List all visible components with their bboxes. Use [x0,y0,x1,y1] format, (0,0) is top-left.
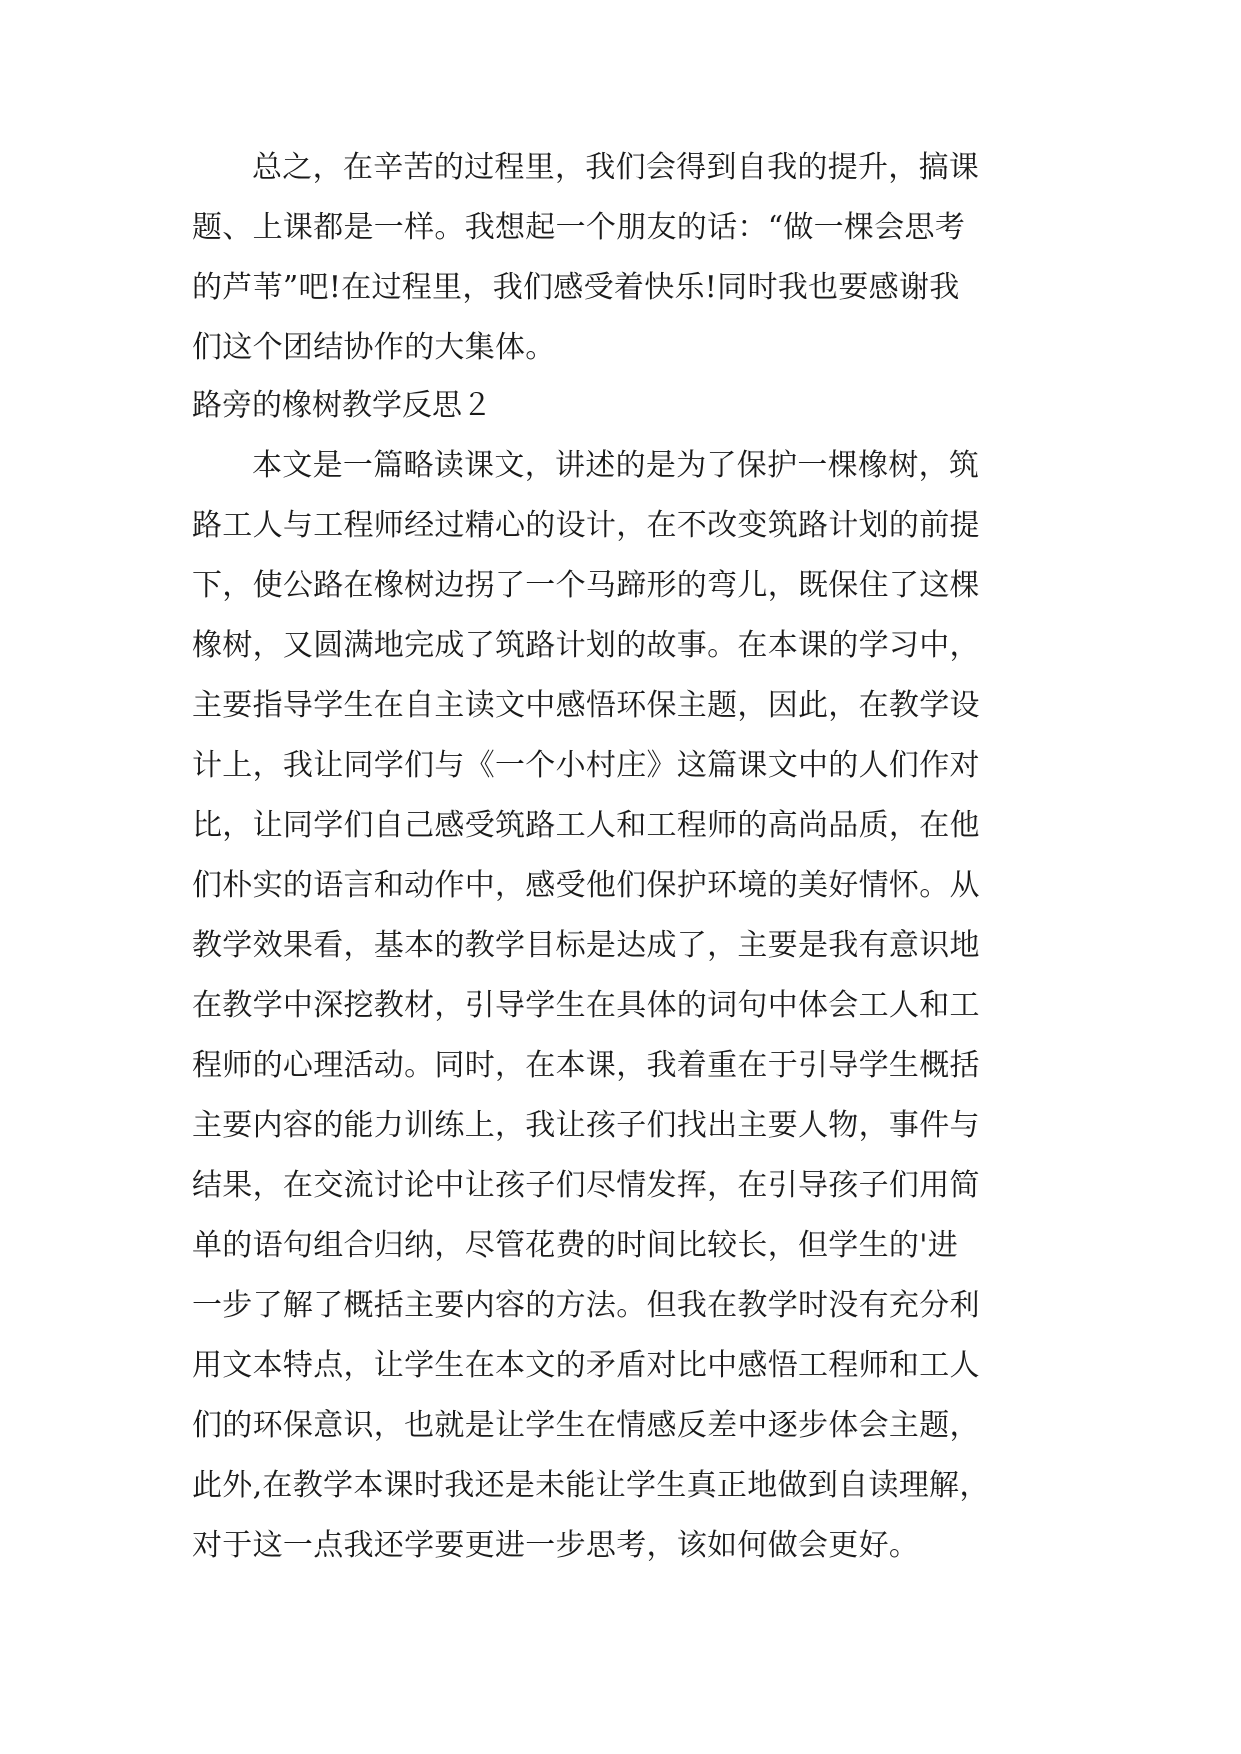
paragraph-2-line: 教学效果看，基本的教学目标是达成了，主要是我有意识地 [192,928,980,963]
paragraph-2-line: 本文是一篇略读课文，讲述的是为了保护一棵橡树，筑 [252,448,980,483]
paragraph-1-line: 总之，在辛苦的过程里，我们会得到自我的提升，搞课 [252,150,980,185]
paragraph-2-line: 一步了解了概括主要内容的方法。但我在教学时没有充分利 [192,1288,980,1323]
paragraph-2-line: 们朴实的语言和动作中，感受他们保护环境的美好情怀。从 [192,868,980,903]
section-heading: 路旁的橡树教学反思２ [192,388,492,423]
paragraph-2-line: 结果，在交流讨论中让孩子们尽情发挥，在引导孩子们用简 [192,1168,980,1203]
paragraph-2-line: 单的语句组合归纳，尽管花费的时间比较长，但学生的'进 [192,1228,959,1263]
paragraph-2-line: 对于这一点我还学要更进一步思考，该如何做会更好。 [192,1528,920,1563]
paragraph-2-line: 计上，我让同学们与《一个小村庄》这篇课文中的人们作对 [192,748,980,783]
paragraph-1-line: 题、上课都是一样。我想起一个朋友的话：“做一棵会思考 [192,210,966,245]
paragraph-2-line: 们的环保意识，也就是让学生在情感反差中逐步体会主题， [192,1408,980,1443]
paragraph-2-line: 比，让同学们自己感受筑路工人和工程师的高尚品质，在他 [192,808,980,843]
paragraph-1-line: 们这个团结协作的大集体。 [192,330,556,365]
paragraph-2-line: 橡树，又圆满地完成了筑路计划的故事。在本课的学习中， [192,628,980,663]
paragraph-2-line: 用文本特点，让学生在本文的矛盾对比中感悟工程师和工人 [192,1348,980,1383]
paragraph-2-line: 在教学中深挖教材，引导学生在具体的词句中体会工人和工 [192,988,980,1023]
paragraph-2-line: 主要指导学生在自主读文中感悟环保主题，因此，在教学设 [192,688,980,723]
paragraph-2-line: 主要内容的能力训练上，我让孩子们找出主要人物，事件与 [192,1108,980,1143]
paragraph-2-line: 程师的心理活动。同时，在本课，我着重在于引导学生概括 [192,1048,980,1083]
paragraph-1-line: 的芦苇”吧!在过程里，我们感受着快乐!同时我也要感谢我 [192,270,960,305]
paragraph-2-line: 路工人与工程师经过精心的设计，在不改变筑路计划的前提 [192,508,980,543]
paragraph-2-line: 下，使公路在橡树边拐了一个马蹄形的弯儿，既保住了这棵 [192,568,980,603]
paragraph-2-line: 此外,在教学本课时我还是未能让学生真正地做到自读理解， [192,1468,990,1503]
